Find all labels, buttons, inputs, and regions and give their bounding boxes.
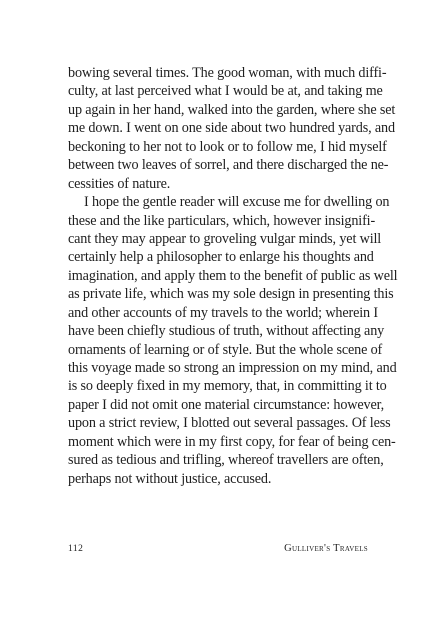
body-text — [68, 64, 398, 488]
text-line: imagination, and apply them to the benefit of public as well — [68, 267, 398, 284]
text-line: upon a strict review, I blotted out several passages. Of less — [68, 415, 391, 432]
text-line: cant they may appear to groveling vulgar minds, yet will — [68, 230, 382, 247]
text-line: have been chiefly studious of truth, without affecting any — [68, 323, 385, 340]
text-line: beckoning to her not to look or to follow me, I hid myself — [68, 138, 387, 155]
text-line: ornaments of learning or of style. But the whole scene of — [68, 341, 383, 358]
page-footer — [68, 542, 368, 556]
text-line: this voyage made so strong an impression on my mind, and — [68, 360, 397, 376]
text-line: paper I did not omit one material circumstance: however, — [68, 396, 385, 413]
text-line: between two leaves of sorrel, and there discharged the ne- — [68, 157, 389, 174]
text-line: cessities of nature. — [68, 175, 171, 192]
text-line: is so deeply fixed in my memory, that, in committing it to — [68, 378, 387, 395]
text-line: moment which were in my first copy, for fear of being cen- — [68, 433, 396, 450]
running-head: Gulliver's Travels — [284, 543, 368, 554]
text-line: culty, at last perceived what I would be at, and taking me — [68, 83, 383, 100]
page-number: 112 — [68, 544, 84, 554]
text-line: and other accounts of my travels to the world; wherein I — [68, 304, 378, 321]
text-line: me down. I went on one side about two hundred yards, and — [68, 120, 395, 137]
text-line: perhaps not without justice, accused. — [68, 470, 272, 487]
text-line: as private life, which was my sole design in presenting this — [68, 286, 394, 303]
text-line: sured as tedious and trifling, whereof travellers are often, — [68, 452, 384, 469]
text-line: I hope the gentle reader will excuse me for dwelling on — [84, 194, 390, 211]
text-line: these and the like particulars, which, however insignifi- — [68, 212, 376, 229]
text-line: up again in her hand, walked into the garden, where she set — [68, 101, 396, 118]
text-line: bowing several times. The good woman, with much diffi- — [68, 65, 387, 81]
text-line: certainly help a philosopher to enlarge his thoughts and — [68, 249, 374, 266]
